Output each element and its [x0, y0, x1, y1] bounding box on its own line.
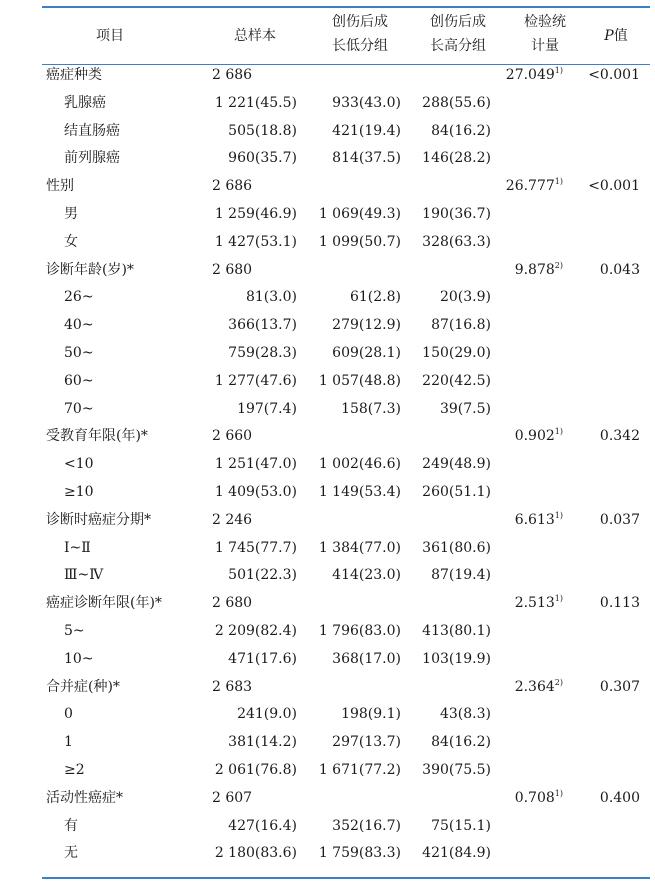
header-p-value	[582, 24, 650, 48]
table-row	[0, 590, 655, 618]
header-high-line2: 长高分组	[430, 38, 486, 54]
row-total: 960(35.7)	[228, 150, 297, 167]
table-row	[0, 173, 655, 201]
row-p-value: <0.001	[588, 178, 640, 195]
row-low-score: 1 671(77.2)	[318, 761, 401, 778]
table-row	[0, 840, 655, 868]
row-total: 2 607	[212, 789, 253, 806]
row-high-score: 103(19.9)	[422, 650, 491, 667]
row-high-score: 84(16.2)	[431, 734, 491, 751]
row-total: 471(17.6)	[228, 650, 297, 667]
row-stat-value: 26.777	[505, 178, 555, 195]
row-label: 受教育年限(年)*	[46, 428, 148, 445]
row-high-score: 260(51.1)	[422, 483, 491, 500]
row-total: 1 745(77.7)	[214, 539, 297, 556]
row-low-score: 279(12.9)	[332, 317, 401, 334]
row-high-score: 390(75.5)	[422, 761, 491, 778]
row-high-score: 87(19.4)	[431, 567, 491, 584]
row-stat-value: 0.708	[514, 789, 555, 806]
row-total: 2 660	[212, 428, 253, 445]
row-low-score: 1 069(49.3)	[318, 205, 401, 222]
row-stat-value: 27.049	[505, 67, 555, 83]
row-stat-value: 6.613	[514, 511, 555, 528]
row-stat-value: 0.902	[514, 428, 555, 445]
table-row	[0, 507, 655, 535]
row-total: 2 680	[212, 595, 253, 612]
table-row	[0, 118, 655, 146]
row-p-value: 0.342	[599, 428, 640, 445]
row-total: 2 686	[212, 178, 253, 195]
row-label: 70~	[64, 400, 94, 417]
row-total: 197(7.4)	[237, 400, 297, 417]
row-total: 1 251(47.0)	[214, 456, 297, 473]
table-row	[0, 229, 655, 257]
table-row	[0, 340, 655, 368]
row-stat-footnote: 1)	[554, 427, 563, 437]
header-p-suffix: 值	[613, 28, 628, 44]
row-total: 1 409(53.0)	[214, 483, 297, 500]
row-label: 60~	[64, 372, 94, 389]
table-row	[0, 145, 655, 173]
table-row	[0, 368, 655, 396]
row-total: 366(13.7)	[228, 317, 297, 334]
row-high-score: 413(80.1)	[422, 622, 491, 639]
row-high-score: 43(8.3)	[439, 706, 491, 723]
row-p-value: 0.043	[599, 261, 640, 278]
row-high-score: 146(28.2)	[422, 150, 491, 167]
row-total: 427(16.4)	[228, 817, 297, 834]
row-label: 40~	[64, 317, 94, 334]
table-top-rule	[42, 6, 650, 8]
row-low-score: 1 796(83.0)	[318, 622, 401, 639]
row-label: 1	[64, 734, 73, 751]
row-high-score: 87(16.8)	[431, 317, 491, 334]
row-low-score: 1 384(77.0)	[318, 539, 401, 556]
row-stat-footnote: 1)	[554, 510, 563, 520]
row-low-score: 609(28.1)	[332, 344, 401, 361]
table-row	[0, 813, 655, 841]
row-high-score: 150(29.0)	[422, 344, 491, 361]
row-p-value: <0.001	[588, 67, 640, 83]
table-row	[0, 396, 655, 424]
row-total: 1 277(47.6)	[214, 372, 297, 389]
row-label: 无	[64, 845, 78, 862]
row-low-score: 421(19.4)	[332, 122, 401, 139]
row-label: 乳腺癌	[64, 94, 106, 111]
row-p-value: 0.307	[599, 678, 640, 695]
row-label: 诊断年龄(岁)*	[46, 261, 134, 278]
row-test-statistic	[515, 257, 563, 285]
row-low-score: 1 759(83.3)	[318, 845, 401, 862]
table-row	[0, 646, 655, 674]
header-total-label: 总样本	[234, 28, 276, 44]
row-total: 2 683	[212, 678, 253, 695]
row-p-value: 0.400	[599, 789, 640, 806]
table-row	[0, 257, 655, 285]
header-low-line2: 长低分组	[332, 38, 388, 54]
table-row	[0, 562, 655, 590]
row-total: 1 427(53.1)	[214, 233, 297, 250]
row-total: 1 221(45.5)	[214, 94, 297, 111]
row-total: 759(28.3)	[228, 344, 297, 361]
row-low-score: 368(17.0)	[332, 650, 401, 667]
header-low-line1: 创伤后成	[332, 14, 388, 30]
header-stat-line1: 检验统	[524, 14, 566, 30]
header-test-statistic	[505, 10, 585, 58]
row-low-score: 297(13.7)	[332, 734, 401, 751]
table-row	[0, 284, 655, 312]
table-row	[0, 423, 655, 451]
row-label: 结直肠癌	[64, 122, 120, 139]
row-label: Ⅰ~Ⅱ	[64, 539, 91, 556]
row-total: 81(3.0)	[245, 289, 297, 306]
row-high-score: 20(3.9)	[439, 289, 491, 306]
row-low-score: 414(23.0)	[332, 567, 401, 584]
table-row	[0, 451, 655, 479]
row-label: 活动性癌症*	[46, 789, 123, 806]
row-label: 癌症种类	[46, 67, 102, 83]
row-label: 50~	[64, 344, 94, 361]
row-stat-value: 2.364	[514, 678, 555, 695]
row-low-score: 1 002(46.6)	[318, 456, 401, 473]
row-total: 501(22.3)	[228, 567, 297, 584]
row-label: 有	[64, 817, 78, 834]
row-label: 癌症诊断年限(年)*	[46, 595, 162, 612]
row-high-score: 220(42.5)	[422, 372, 491, 389]
row-stat-footnote: 1)	[554, 788, 563, 798]
row-p-value: 0.037	[599, 511, 640, 528]
row-low-score: 1 057(48.8)	[318, 372, 401, 389]
row-total: 2 680	[212, 261, 253, 278]
row-high-score: 288(55.6)	[422, 94, 491, 111]
row-test-statistic	[515, 423, 563, 451]
row-total: 505(18.8)	[228, 122, 297, 139]
row-total: 241(9.0)	[237, 706, 297, 723]
table-row	[0, 785, 655, 813]
header-low-score-group	[310, 10, 410, 58]
row-label: 合并症(种)*	[46, 678, 120, 695]
row-stat-footnote: 1)	[554, 177, 563, 187]
row-high-score: 190(36.7)	[422, 205, 491, 222]
row-low-score: 1 149(53.4)	[318, 483, 401, 500]
row-label: 诊断时癌症分期*	[46, 511, 151, 528]
row-low-score: 352(16.7)	[332, 817, 401, 834]
row-stat-value: 2.513	[514, 595, 555, 612]
row-low-score: 61(2.8)	[349, 289, 401, 306]
table-row	[0, 90, 655, 118]
header-high-line1: 创伤后成	[430, 14, 486, 30]
table-row	[0, 674, 655, 702]
header-total	[200, 24, 310, 48]
row-label: 男	[64, 205, 78, 222]
row-high-score: 249(48.9)	[422, 456, 491, 473]
table-row	[0, 701, 655, 729]
row-label: 10~	[64, 650, 94, 667]
row-p-value: 0.113	[599, 595, 640, 612]
row-total: 1 259(46.9)	[214, 205, 297, 222]
row-label: 女	[64, 233, 78, 250]
row-low-score: 1 099(50.7)	[318, 233, 401, 250]
row-high-score: 75(15.1)	[431, 817, 491, 834]
row-label: Ⅲ~Ⅳ	[64, 567, 104, 584]
table-row	[0, 535, 655, 563]
table-row	[0, 201, 655, 229]
row-stat-footnote: 1)	[554, 66, 563, 75]
row-stat-footnote: 1)	[554, 594, 563, 604]
row-label: 0	[64, 706, 73, 723]
row-label: ≥2	[64, 761, 85, 778]
row-label: 5~	[64, 622, 85, 639]
row-high-score: 421(84.9)	[422, 845, 491, 862]
row-total: 381(14.2)	[228, 734, 297, 751]
row-total: 2 246	[212, 511, 253, 528]
table-row	[0, 312, 655, 340]
row-low-score: 158(7.3)	[341, 400, 401, 417]
row-total: 2 686	[212, 67, 253, 83]
row-low-score: 933(43.0)	[332, 94, 401, 111]
row-high-score: 84(16.2)	[431, 122, 491, 139]
row-label: 前列腺癌	[64, 150, 120, 167]
row-label: 性别	[46, 178, 74, 195]
header-p-text	[582, 24, 650, 48]
row-test-statistic	[515, 507, 563, 535]
row-stat-footnote: 2)	[554, 677, 563, 687]
table-row	[0, 62, 655, 90]
row-low-score: 198(9.1)	[341, 706, 401, 723]
row-test-statistic	[515, 674, 563, 702]
row-high-score: 328(63.3)	[422, 233, 491, 250]
row-label: <10	[64, 456, 94, 473]
row-total: 2 209(82.4)	[214, 622, 297, 639]
table-row	[0, 618, 655, 646]
row-label: 26~	[64, 289, 94, 306]
table-row	[0, 729, 655, 757]
row-test-statistic	[515, 785, 563, 813]
header-item-label: 项目	[96, 28, 124, 44]
row-test-statistic	[515, 590, 563, 618]
header-high-score-group	[408, 10, 508, 58]
row-total: 2 061(76.8)	[214, 761, 297, 778]
table-row	[0, 757, 655, 785]
row-total: 2 180(83.6)	[214, 845, 297, 862]
row-test-statistic	[506, 62, 563, 90]
row-test-statistic	[506, 173, 563, 201]
table-bottom-rule	[42, 877, 650, 879]
table-body	[0, 62, 655, 868]
row-low-score: 814(37.5)	[332, 150, 401, 167]
row-high-score: 39(7.5)	[439, 400, 491, 417]
header-item	[60, 24, 160, 48]
table-row	[0, 479, 655, 507]
header-stat-line2: 计量	[531, 38, 559, 54]
row-high-score: 361(80.6)	[422, 539, 491, 556]
row-stat-value: 9.878	[514, 261, 555, 278]
row-stat-footnote: 2)	[554, 260, 563, 270]
row-label: ≥10	[64, 483, 94, 500]
header-p-italic: P	[604, 28, 614, 44]
